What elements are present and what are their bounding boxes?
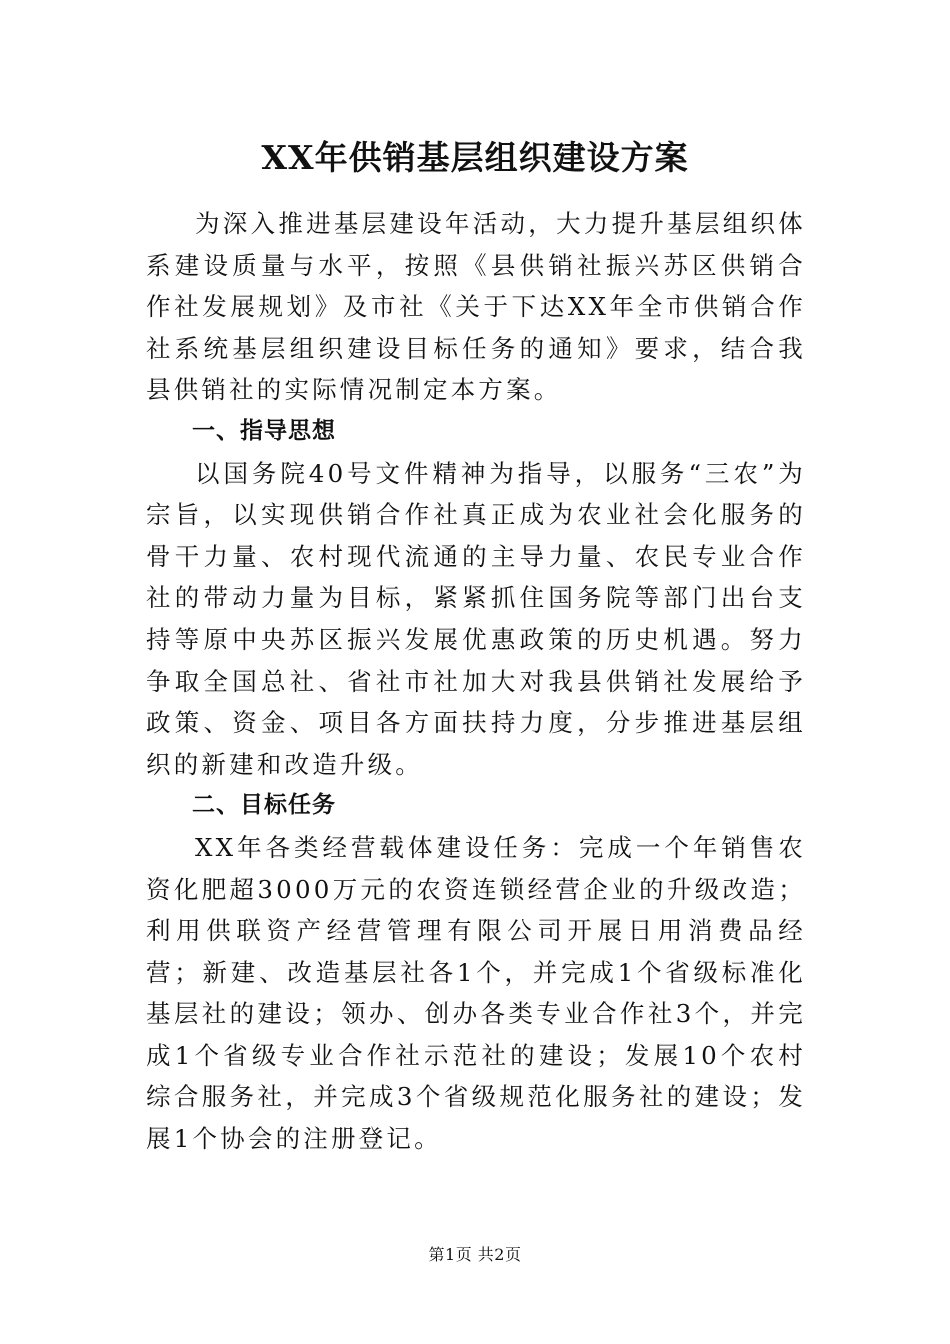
section-heading-goals-tasks: 二、目标任务 [192,792,336,819]
document-title: XX年供销基层组织建设方案 [261,138,689,177]
guiding-ideology-paragraph: 以国务院40号文件精神为指导，以服务“三农”为宗旨，以实现供销合作社真正成为农业社会化服务的骨干力量、农村现代流通的主导力量、农民专业合作社的带动力量为目标，紧紧抓住国务院等部门出台支持等原中央苏区振兴发展优惠政策的历史机遇。努力争取全国总社、省社市社加大对我县供销社发展给予政策、资金、项目各方面扶持力度，分步推进基层组织的新建和改造升级。 [146,458,806,779]
document-body [146,203,806,1160]
page-footer: 第1页 共2页 [428,1245,522,1264]
goals-tasks-paragraph: XX年各类经营载体建设任务：完成一个年销售农资化肥超3000万元的农资连锁经营企业的升级改造；利用供联资产经营管理有限公司开展日用消费品经营；新建、改造基层社各1个，并完成1个省级标准化基层社的建设；领办、创办各类专业合作社3个，并完成1个省级专业合作社示范社的建设；发展10个农村综合服务社，并完成3个省级规范化服务社的建设；发展1个协会的注册登记。 [146,832,806,1154]
intro-paragraph: 为深入推进基层建设年活动，大力提升基层组织体系建设质量与水平，按照《县供销社振兴苏区供销合作社发展规划》及市社《关于下达XX年全市供销合作社系统基层组织建设目标任务的通知》要求，结合我县供销社的实际情况制定本方案。 [146,209,806,405]
section-heading-guiding-ideology: 一、指导思想 [192,417,336,444]
